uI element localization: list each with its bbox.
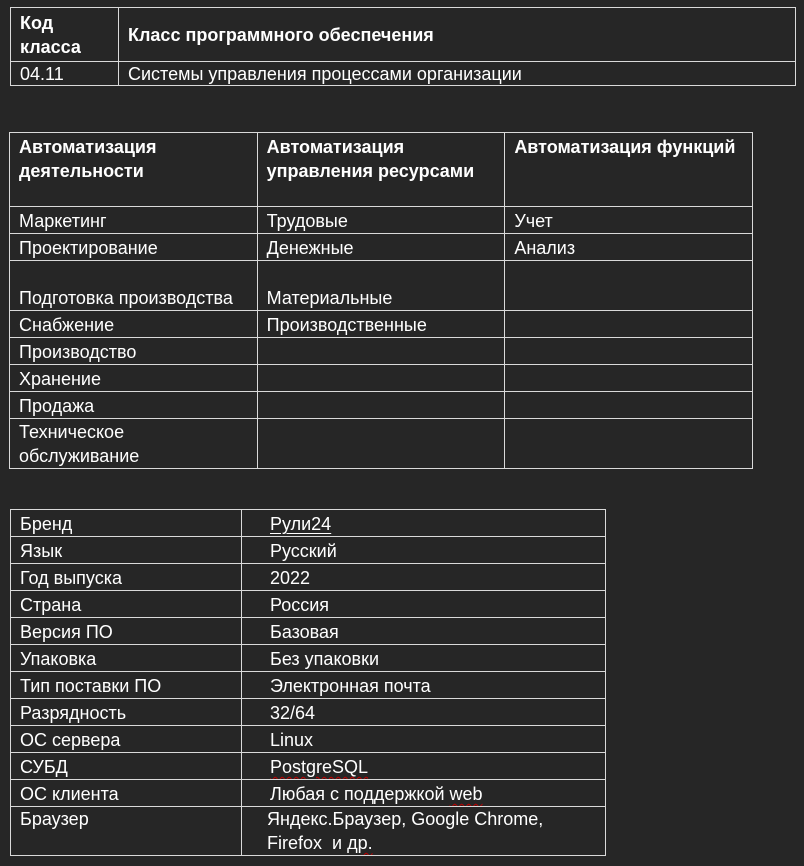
browser-line-2: Firefox и: [267, 833, 348, 853]
spec-key: СУБД: [11, 753, 242, 780]
table-cell: Маркетинг: [10, 207, 258, 234]
table-cell: [257, 365, 505, 392]
table-row: [10, 261, 753, 311]
table-cell: [505, 392, 753, 419]
spec-key: Упаковка: [11, 645, 242, 672]
table-cell: [505, 311, 753, 338]
table-row: [11, 726, 606, 753]
spec-value-browser: [242, 807, 606, 856]
table-row: [11, 753, 606, 780]
table-row: [11, 510, 606, 537]
table-row: [11, 780, 606, 807]
spec-value: Без упаковки: [242, 645, 606, 672]
table-row: [10, 338, 753, 365]
class-name-cell: Системы управления процессами организации: [119, 62, 796, 86]
table-row: [10, 207, 753, 234]
client-os-text: Любая с поддержкой: [270, 784, 450, 804]
spec-value-dbms: [242, 753, 606, 780]
client-os-web: web: [449, 784, 483, 804]
browser-line-1: Яндекс.Браузер, Google Chrome,: [267, 809, 544, 829]
table-row: [10, 311, 753, 338]
table-cell: Техническое обслуживание: [10, 419, 258, 469]
spec-key: Тип поставки ПО: [11, 672, 242, 699]
table-row: [11, 807, 606, 856]
class-table-header-row: [11, 8, 796, 62]
spec-value-brand: [242, 510, 606, 537]
table-row: [10, 392, 753, 419]
table-row: [11, 591, 606, 618]
table-cell: [257, 392, 505, 419]
table-cell: Производство: [10, 338, 258, 365]
spec-value: Базовая: [242, 618, 606, 645]
table-cell: Производственные: [257, 311, 505, 338]
spec-key: Язык: [11, 537, 242, 564]
table-cell: Материальные: [257, 261, 505, 311]
spec-key: Версия ПО: [11, 618, 242, 645]
class-code-header: Код класса: [11, 8, 119, 62]
dbms-name: PostgreSQL: [270, 757, 369, 777]
table-cell: Анализ: [505, 234, 753, 261]
spec-value: Электронная почта: [242, 672, 606, 699]
spec-key: Браузер: [11, 807, 242, 856]
spec-value-client-os: [242, 780, 606, 807]
table-row: [11, 564, 606, 591]
spec-value: 32/64: [242, 699, 606, 726]
automation-header-resources: Автоматизация управления ресурсами: [257, 133, 505, 207]
automation-header-row: [10, 133, 753, 207]
table-row: [11, 645, 606, 672]
table-row: [11, 618, 606, 645]
table-cell: [505, 365, 753, 392]
spec-key: Разрядность: [11, 699, 242, 726]
spec-key: Страна: [11, 591, 242, 618]
spec-key: ОС сервера: [11, 726, 242, 753]
table-row: [10, 234, 753, 261]
table-cell: Проектирование: [10, 234, 258, 261]
table-cell: [505, 261, 753, 311]
automation-header-activity: Автоматизация деятельности: [10, 133, 258, 207]
spec-value: Русский: [242, 537, 606, 564]
class-table-row: [11, 62, 796, 86]
spec-key: Год выпуска: [11, 564, 242, 591]
automation-header-functions: Автоматизация функций: [505, 133, 753, 207]
table-cell: Снабжение: [10, 311, 258, 338]
spec-value: Linux: [242, 726, 606, 753]
class-name-header: Класс программного обеспечения: [119, 8, 796, 62]
brand-name: Рули24: [270, 514, 332, 534]
table-row: [11, 537, 606, 564]
spec-value: Россия: [242, 591, 606, 618]
table-cell: [257, 419, 505, 469]
software-class-table: [10, 7, 796, 86]
table-row: [10, 365, 753, 392]
table-cell: [505, 419, 753, 469]
table-cell: Учет: [505, 207, 753, 234]
table-cell: Денежные: [257, 234, 505, 261]
class-code-cell: 04.11: [11, 62, 119, 86]
browser-line-2-tail: др.: [347, 833, 373, 853]
spec-value: 2022: [242, 564, 606, 591]
table-row: [11, 672, 606, 699]
product-spec-table: [10, 509, 606, 856]
table-cell: Подготовка производства: [10, 261, 258, 311]
table-cell: [257, 338, 505, 365]
table-cell: Трудовые: [257, 207, 505, 234]
table-cell: [505, 338, 753, 365]
table-row: [11, 699, 606, 726]
automation-table: [9, 132, 753, 469]
table-row: [10, 419, 753, 469]
table-cell: Продажа: [10, 392, 258, 419]
spec-key: Бренд: [11, 510, 242, 537]
table-cell: Хранение: [10, 365, 258, 392]
spec-key: ОС клиента: [11, 780, 242, 807]
